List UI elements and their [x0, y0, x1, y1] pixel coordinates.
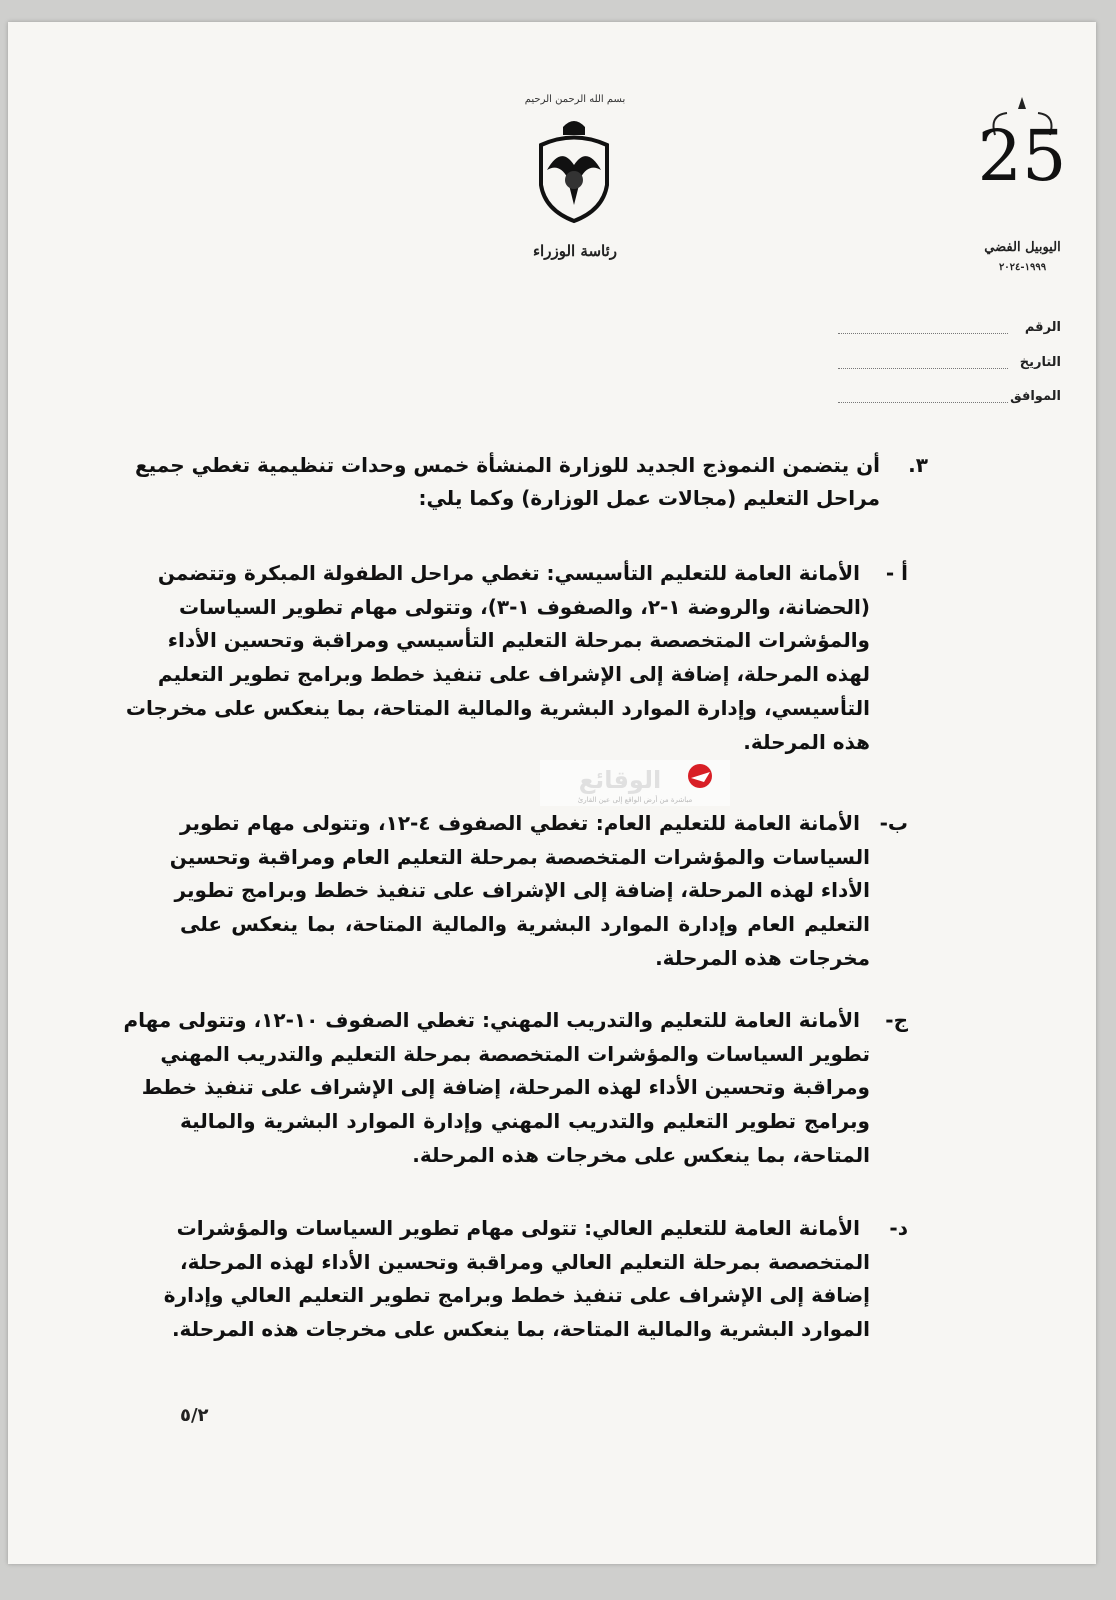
field-date-line	[838, 368, 1008, 369]
paragraph-line: لهذه المرحلة، إضافة إلى الإشراف على تنفيذ خطط وبرامج تطوير التعليم	[157, 662, 870, 687]
paragraph-line: مخرجات هذه المرحلة.	[655, 945, 870, 970]
paragraph-line: المتخصصة بمرحلة التعليم العالي ومراقبة وتحسين الأداء لهذه المرحلة،	[180, 1249, 870, 1274]
watermark-subtext: مباشرة من أرض الواقع إلى عين القارئ	[577, 796, 693, 804]
jubilee-number: 25	[977, 115, 1067, 197]
paragraph-line: (الحضانة، والروضة ١-٢، والصفوف ١-٣)، وتتولى مهام تطوير السياسات	[178, 594, 870, 619]
paragraph-line: والمؤشرات المتخصصة بمرحلة التعليم التأسيسي ومراقبة وتحسين الأداء	[167, 628, 870, 653]
field-corresponding-line	[838, 402, 1008, 403]
paragraph-line: الموارد البشرية والمالية المتاحة، بما ينعكس على مخرجات هذه المرحلة.	[171, 1317, 870, 1342]
paragraph-line: التعليم العام وإدارة الموارد البشرية والمالية المتاحة، بما ينعكس على	[180, 912, 870, 937]
paragraph-line: إضافة إلى الإشراف على تنفيذ خطط وبرامج تطوير التعليم العالي وإدارة	[163, 1283, 870, 1308]
field-label-corresponding: الموافق	[1010, 389, 1061, 404]
paragraph-line: المتاحة، بما ينعكس على مخرجات هذه المرحلة.	[412, 1142, 870, 1167]
field-label-number: الرقم	[1024, 320, 1061, 335]
paragraph-line: الأداء لهذه المرحلة، إضافة إلى الإشراف على تنفيذ خطط وبرامج تطوير	[174, 878, 870, 903]
jubilee-years: ١٩٩٩-٢٠٢٤	[998, 262, 1047, 273]
item-marker: د-	[889, 1216, 908, 1240]
paragraph-line: الأمانة العامة للتعليم التأسيسي: تغطي مراحل الطفولة المبكرة وتتضمن	[157, 561, 860, 585]
paragraph-line: التأسيسي، وإدارة الموارد البشرية والمالية المتاحة، بما ينعكس على مخرجات	[125, 695, 870, 720]
watermark-text: الوقائع	[578, 766, 662, 794]
page-number: ٥/٢	[180, 1405, 209, 1426]
watermark	[540, 760, 730, 806]
jubilee-text: اليوبيل الفضي	[984, 240, 1061, 255]
item-marker: ج-	[885, 1008, 908, 1032]
item-marker: أ -	[885, 561, 908, 585]
paragraph-line: السياسات والمؤشرات المتخصصة بمرحلة التعليم العام ومراقبة وتحسين	[169, 844, 870, 869]
ministry-name: رئاسة الوزراء	[532, 242, 618, 260]
intro-line: مراحل التعليم (مجالات عمل الوزارة) وكما يلي:	[418, 486, 880, 510]
field-number-line	[838, 333, 1008, 334]
coat-of-arms-icon	[533, 115, 615, 225]
paragraph-line: الأمانة العامة للتعليم العالي: تتولى مهام تطوير السياسات والمؤشرات	[176, 1216, 860, 1240]
paragraph-line: هذه المرحلة.	[743, 729, 870, 754]
item-marker: ب-	[879, 811, 908, 835]
paragraph-line: الأمانة العامة للتعليم والتدريب المهني: تغطي الصفوف ١٠-١٢، وتتولى مهام	[123, 1008, 860, 1032]
intro-line: أن يتضمن النموذج الجديد للوزارة المنشأة خمس وحدات تنظيمية تغطي جميع	[134, 453, 880, 477]
paragraph-line: تطوير السياسات والمؤشرات المتخصصة بمرحلة التعليم والتدريب المهني	[160, 1041, 870, 1066]
intro-marker: ٣.	[908, 453, 928, 477]
field-label-date: التاريخ	[1019, 355, 1061, 370]
paragraph-line: الأمانة العامة للتعليم العام: تغطي الصفوف ٤-١٢، وتتولى مهام تطوير	[180, 811, 860, 835]
paragraph-line: وبرامج تطوير التعليم والتدريب المهني وإدارة الموارد البشرية والمالية	[180, 1109, 870, 1134]
jubilee-logo	[977, 95, 1067, 235]
basmala: بسم الله الرحمن الرحيم	[524, 94, 626, 105]
paragraph-line: ومراقبة وتحسين الأداء لهذه المرحلة، إضافة إلى الإشراف على تنفيذ خطط	[141, 1075, 870, 1100]
